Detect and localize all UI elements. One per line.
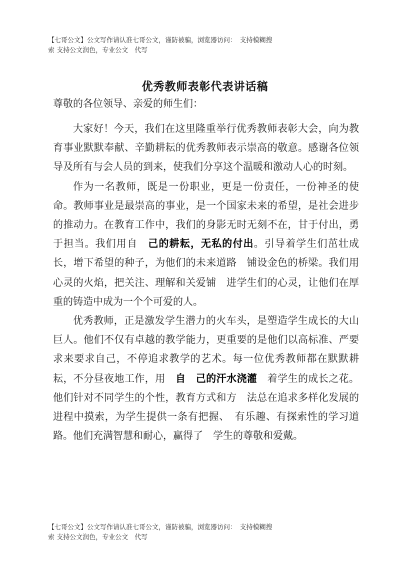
paragraph-text: 大家好！今天，我们在这里隆重举行优秀教师表彰大会，向为教育事业默默奉献、辛勤耕耘的优秀教师表示崇高的敬意。感谢各位领导及所有与会人员的到来，使我们分享这个温暖和激动人心的时刻。: [53, 124, 359, 174]
document-body: [53, 120, 359, 446]
paragraph-text: 作为一名教师，既是一份职业，更是一份责任，一份神圣的使命。教师事业是最崇高的事业，是一个国家未来的希望，是社会进步的推动力。在教育工作中，我们的身影无时无刻不在，甘于付出，勇于担当。我们用自: [53, 181, 359, 251]
page-footer: [48, 522, 378, 542]
footer-line-2: 索 支持公文润色，专业公文 代写: [48, 533, 148, 541]
paragraph: [53, 312, 359, 446]
paragraph-text: 着学生的成长之花。他们针对不同学生的个性，教育方式和方 法总在追求多样化发展的进程中摸索，为学生提供一条有把握、 有乐趣、有探索性的学习道路。他们充满智慧和耐心，赢得了 学生的尊敬和爱戴。: [53, 373, 360, 443]
page-header: [48, 35, 378, 55]
paragraph-text: 。引导着学生们茁壮成长，增下希望的种子，为他们的未来道路 铺设金色的桥梁。我们用心灵的火焰，把关注、理解和关爱铺 进学生们的心灵，让他们在厚重的铸造中成为一个个可爱的人。: [53, 239, 360, 308]
paragraph: [53, 178, 359, 312]
paragraph-text: 优秀教师，正是激发学生潜力的火车头，是塑造学生成长的大山巨人。他们不仅有卓越的教学能力，更重要的是他们以高标准、严要求来要求自己，不停追求教学的艺术。每一位优秀教师都在默默耕耘，不分昼夜地工作，用: [53, 316, 359, 385]
greeting: 尊敬的各位领导、亲爱的师生们：: [53, 99, 203, 110]
emphasized-text: 己的耕耘，无私的付出: [148, 239, 254, 251]
document-title: 优秀教师表彰代表讲话稿: [141, 80, 269, 93]
footer-line-1: 【七哥公文】公文写作请认准七哥公文，谨防被骗，浏览器访问： 支持模糊搜: [48, 523, 273, 531]
emphasized-text: 自 己的汗水浇灌: [175, 373, 258, 385]
header-line-1: 【七哥公文】公文写作请认准七哥公文，谨防被骗，浏览器访问： 支持模糊搜: [48, 36, 273, 44]
paragraph: [53, 120, 359, 178]
header-line-2: 索 支持公文润色，专业公文 代写: [48, 46, 148, 54]
